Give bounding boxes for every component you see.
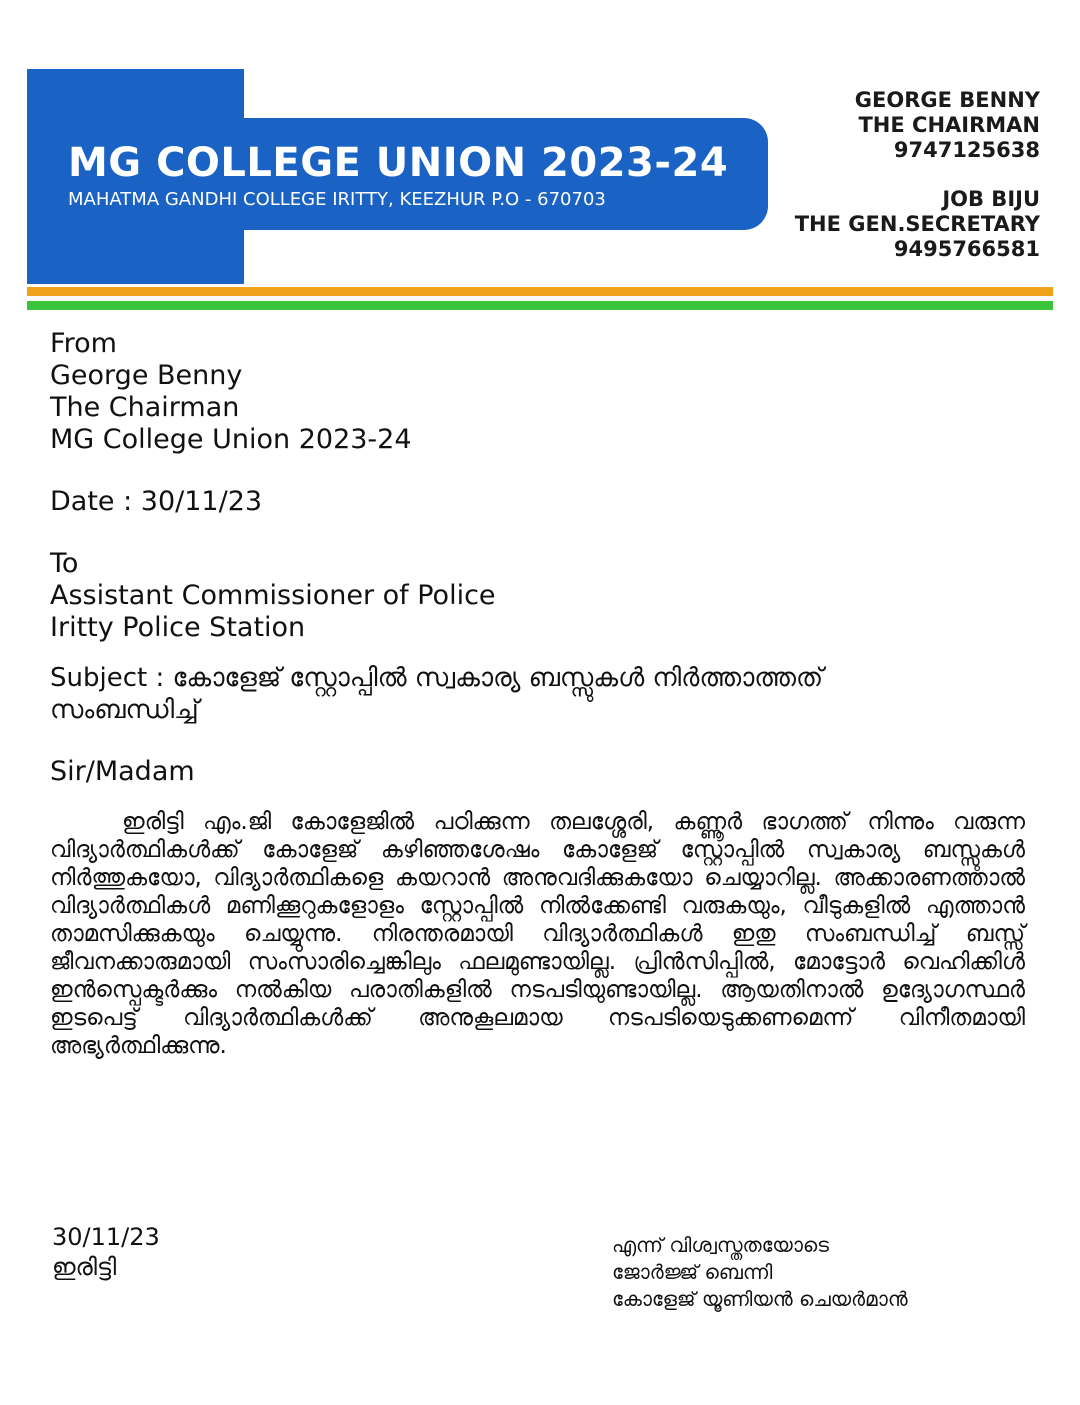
to-block: [50, 548, 1040, 644]
from-block: [50, 328, 1040, 456]
orange-divider-stripe: [27, 287, 1053, 296]
subject-line-1: Subject : കോളേജ് സ്റ്റോപ്പിൽ സ്വകാര്യ ബസ്സുകൾ നിർത്താത്തത്: [50, 663, 824, 693]
union-title: MG COLLEGE UNION 2023-24: [68, 140, 729, 186]
to-label: To: [50, 548, 79, 579]
footer-date-place: [52, 1222, 160, 1282]
contact-role: THE GEN.SECRETARY: [794, 212, 1040, 236]
body-paragraph: ഇരിട്ടി എം.ജി കോളേജിൽ പഠിക്കുന്ന തലശ്ശേരി, കണ്ണൂർ ഭാഗത്ത് നിന്നും വരുന്ന വിദ്യാർത്ഥികൾക്ക് കോളേജ് കഴിഞ്ഞശേഷം കോളേജ് സ്റ്റോപ്പിൽ സ്വകാര്യ ബസ്സുകൾ നിർത്തുകയോ, വിദ്യാർത്ഥികളെ കയറാൻ അനുവദിക്കുകയോ ചെയ്യാറില്ല. അക്കാരണത്താൽ വിദ്യാർത്ഥികൾ മണിക്കൂറുകളോളം സ്റ്റോപ്പിൽ നിൽക്കേണ്ടി വരുകയും, വീടുകളിൽ എത്താൻ താമസിക്കുകയും ചെയ്യുന്നു. നിരന്തരമായി വിദ്യാർത്ഥികൾ ഇതു സംബന്ധിച്ച് ബസ്സ് ജീവനക്കാരുമായി സംസാരിച്ചെങ്കിലും ഫലമുണ്ടായില്ല. പ്രിൻസിപ്പിൽ, മോട്ടോർ വെഹിക്കിൾ ഇൻസ്പെക്ടർക്കും നൽകിയ പരാതികളിൽ നടപടിയുണ്ടായില്ല. ആയതിനാൽ ഉദ്യോഗസ്ഥർ ഇടപെട്ട് വിദ്യാർത്ഥികൾക്ക് അനുകൂലമായ നടപടിയെടുക്കണമെന്ന് വിനീതമായി അഭ്യർത്ഥിക്കുന്നു.: [50, 809, 1025, 1059]
signatory-name: ജോർജ്ജ് ബെന്നി: [612, 1260, 773, 1284]
contact-phone: 9747125638: [893, 138, 1040, 162]
footer-place: ഇരിട്ടി: [52, 1253, 117, 1281]
letter-body: [50, 328, 1040, 1060]
to-recipient: Assistant Commissioner of Police: [50, 580, 496, 611]
subject: [50, 662, 1040, 726]
signatory-role: കോളേജ് യൂണിയൻ ചെയർമാൻ: [612, 1287, 908, 1311]
salutation: Sir/Madam: [50, 756, 195, 787]
closing-phrase: എന്ന് വിശ്വസ്തതയോടെ: [612, 1233, 829, 1257]
letterhead-contacts: [795, 88, 1040, 262]
from-label: From: [50, 328, 117, 359]
contact-phone: 9495766581: [893, 237, 1040, 261]
contact-name: JOB BIJU: [942, 187, 1040, 211]
footer-date: 30/11/23: [52, 1223, 160, 1251]
contact-name: GEORGE BENNY: [854, 88, 1040, 112]
green-divider-stripe: [27, 301, 1053, 310]
subject-line-2: സംബന്ധിച്ച്: [50, 695, 199, 725]
from-name: George Benny: [50, 360, 243, 391]
letter-date: Date : 30/11/23: [50, 486, 263, 517]
signature-block: [612, 1232, 908, 1313]
contact-secretary: [795, 187, 1040, 262]
contact-chairman: [795, 88, 1040, 163]
from-role: The Chairman: [50, 392, 240, 423]
to-station: Iritty Police Station: [50, 612, 306, 643]
college-address: MAHATMA GANDHI COLLEGE IRITTY, KEEZHUR P.O - 670703: [68, 189, 606, 210]
from-org: MG College Union 2023-24: [50, 424, 412, 455]
contact-role: THE CHAIRMAN: [858, 113, 1040, 137]
